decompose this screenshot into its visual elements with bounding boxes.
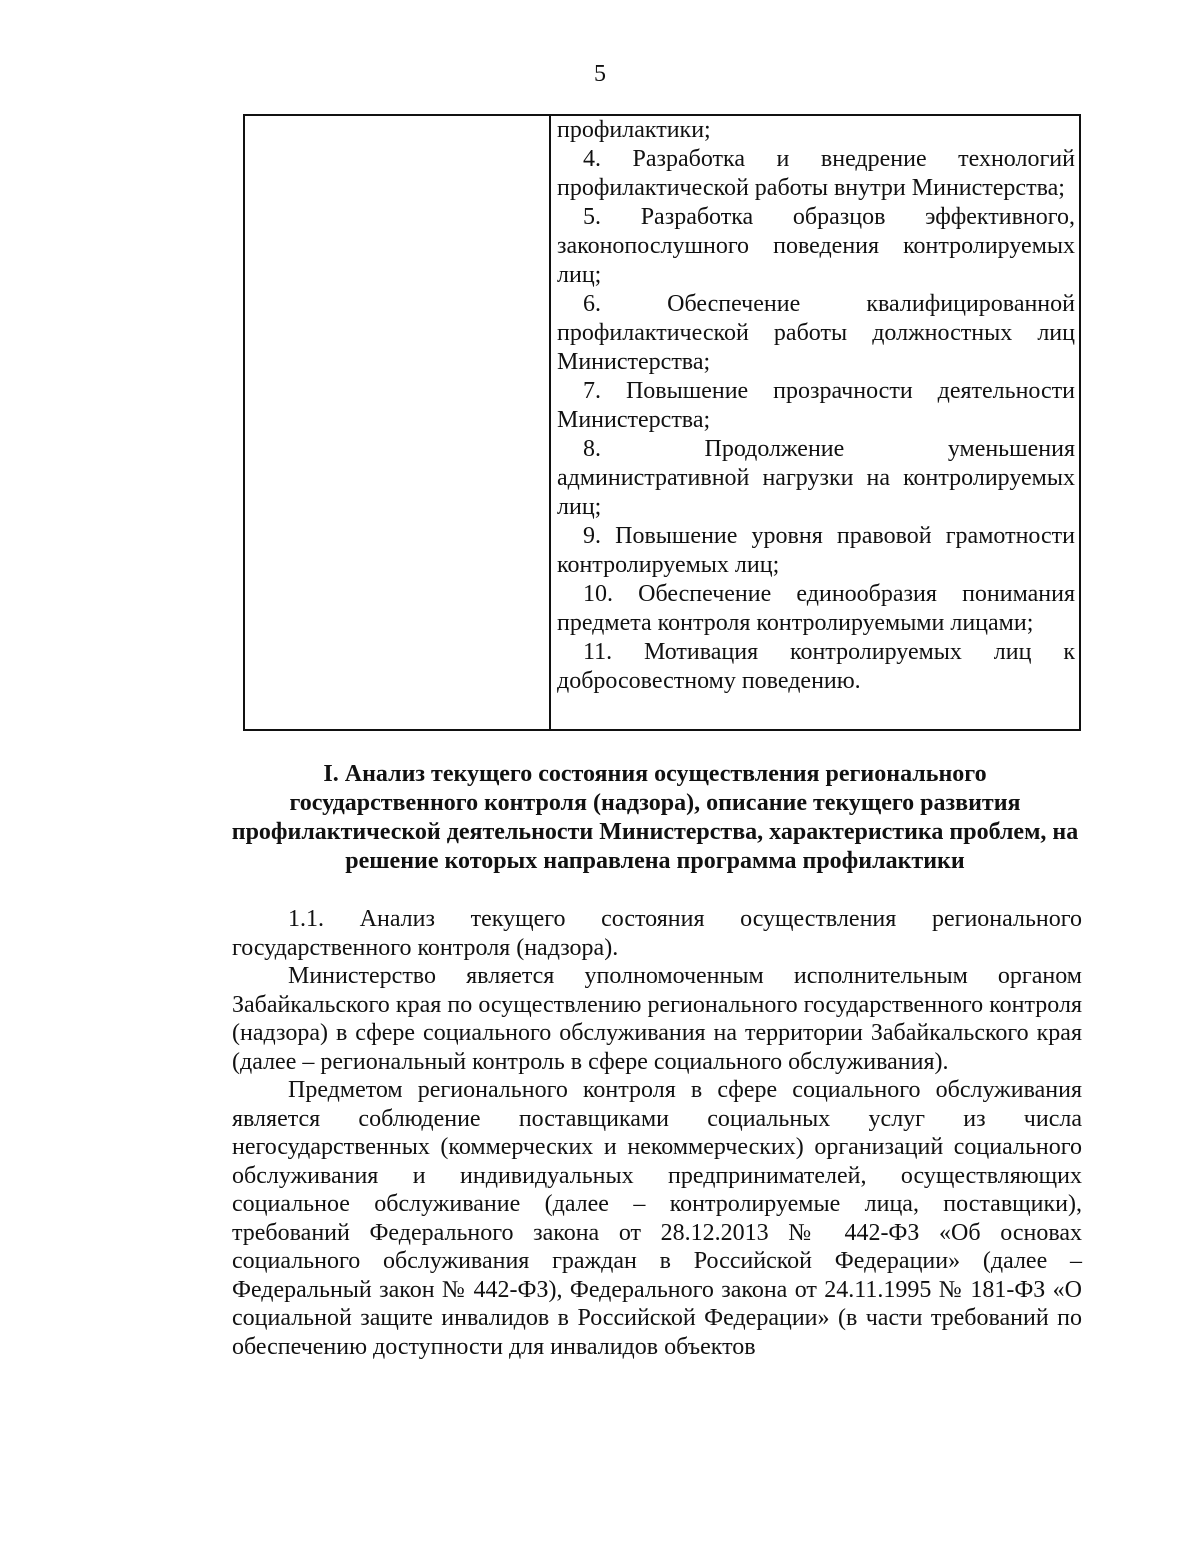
page-number: 5 <box>594 61 606 87</box>
paragraph: Предметом регионального контроля в сфере социального обслуживания является соблюдение поставщиками социальных услуг из числа негосударственных (коммерческих и некоммерческих) организаций социального обслуживания и индивидуальных предпринимателей, осуществляющих социальное обслуживание (далее – контролируемые лица, поставщики), требований Федерального закона от 28.12.2013 № 442-ФЗ «Об основах социального обслуживания граждан в Российской Федерации» (далее – Федеральный закон № 442-ФЗ), Федерального закона от 24.11.1995 № 181-ФЗ «О социальной защите инвалидов в Российской Федерации» (в части требований по обеспечению доступности для инвалидов объектов <box>232 1077 1082 1360</box>
list-item: 11. Мотивация контролируемых лиц к добросовестному поведению. <box>557 639 1075 694</box>
list-item: 6. Обеспечение квалифицированной профилактической работы должностных лиц Министерства; <box>557 291 1075 375</box>
paragraph: Министерство является уполномоченным исполнительным органом Забайкальского края по осуществлению регионального государственного контроля (надзора) в сфере социального обслуживания на территории Забайкальского края (далее – региональный контроль в сфере социального обслуживания). <box>232 963 1082 1075</box>
paragraph: 1.1. Анализ текущего состояния осуществления регионального государственного контроля (надзора). <box>232 906 1082 961</box>
table-cell-empty <box>244 115 550 730</box>
list-item: 7. Повышение прозрачности деятельности Министерства; <box>557 378 1075 433</box>
section-heading: I. Анализ текущего состояния осуществления регионального государственного контроля (надзора), описание текущего развития профилактической деятельности Министерства, характеристика проблем, на решение которых направлена программа профилактики <box>231 761 1079 874</box>
list-item: 9. Повышение уровня правовой грамотности контролируемых лиц; <box>557 523 1075 578</box>
table-cell-goals <box>550 115 1080 730</box>
body-text <box>232 905 1082 1361</box>
list-item: 5. Разработка образцов эффективного, законопослушного поведения контролируемых лиц; <box>557 204 1075 288</box>
goals-table <box>243 114 1081 731</box>
list-item: 8. Продолжение уменьшения административной нагрузки на контролируемых лиц; <box>557 436 1075 520</box>
list-item: профилактики; <box>557 117 711 143</box>
list-item: 4. Разработка и внедрение технологий профилактической работы внутри Министерства; <box>557 146 1075 201</box>
list-item: 10. Обеспечение единообразия понимания предмета контроля контролируемыми лицами; <box>557 581 1075 636</box>
table-row <box>244 115 1080 730</box>
